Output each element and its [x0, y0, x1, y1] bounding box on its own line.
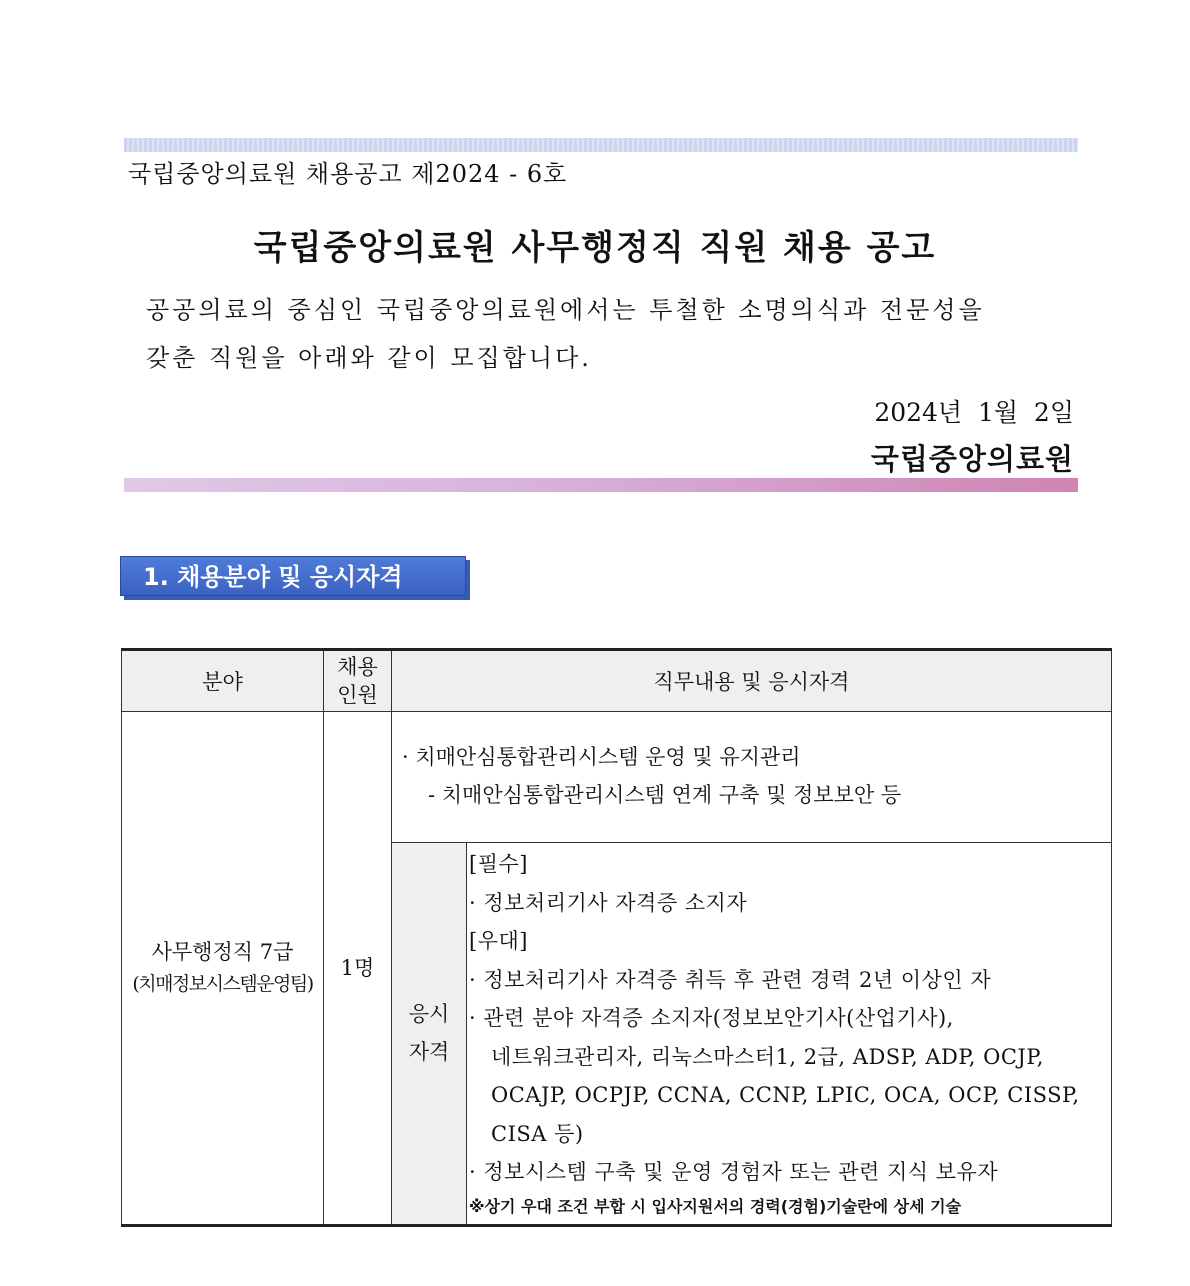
page-title: 국립중앙의료원 사무행정직 직원 채용 공고: [253, 228, 937, 268]
duty-cell: [392, 712, 1112, 843]
required-item: · 정보처리기사 자격증 소지자: [469, 890, 748, 915]
preferred-note: ※상기 우대 조건 부합 시 입사지원서의 경력(경험)기술란에 상세 기술: [469, 1196, 962, 1216]
qualification-label-line-2: 자격: [408, 1040, 450, 1065]
field-name: 사무행정직 7급: [151, 939, 294, 964]
header-headcount: [324, 650, 392, 712]
preferred-item-continued: 네트워크관리자, 리눅스마스터1, 2급, ADSP, ADP, OCJP,: [491, 1044, 1044, 1069]
recruitment-table: [121, 648, 1112, 1227]
intro-line-1: 공공의료의 중심인 국립중앙의료원에서는 투철한 소명의식과 전문성을: [146, 296, 985, 324]
organization-name: 국립중앙의료원: [870, 442, 1074, 476]
required-label: [필수]: [469, 852, 528, 876]
duty-main: · 치매안심통합관리시스템 운영 및 유지관리: [402, 745, 801, 769]
headcount-cell: 1명: [324, 712, 392, 1226]
qualification-cell: [467, 843, 1112, 1226]
header-duties: 직무내용 및 응시자격: [392, 650, 1112, 712]
footer-decorative-band: [124, 478, 1078, 492]
qualification-label-line-1: 응시: [408, 1002, 450, 1027]
field-cell: [122, 712, 324, 1226]
preferred-item: · 정보처리기사 자격증 취득 후 관련 경력 2년 이상인 자: [469, 967, 992, 992]
header-field: 분야: [122, 650, 324, 712]
preferred-item: · 관련 분야 자격증 소지자(정보보안기사(산업기사),: [469, 1006, 954, 1030]
preferred-item: · 정보시스템 구축 및 운영 경험자 또는 관련 지식 보유자: [469, 1160, 999, 1184]
table-header-row: [122, 650, 1112, 712]
duty-sub: - 치매안심통합관리시스템 연계 구축 및 정보보안 등: [428, 783, 902, 807]
field-team: (치매정보시스템운영팀): [132, 972, 313, 995]
table-row: [122, 712, 1112, 843]
notice-number: 국립중앙의료원 채용공고 제2024 - 6호: [128, 160, 568, 188]
preferred-item-continued: CISA 등): [491, 1121, 584, 1146]
notice-date: 2024년 1월 2일: [874, 398, 1074, 427]
intro-text: [146, 286, 1076, 382]
preferred-item-continued: OCAJP, OCPJP, CCNA, CCNP, LPIC, OCA, OCP, CISSP,: [491, 1083, 1080, 1107]
preferred-label: [우대]: [469, 929, 528, 953]
header-decorative-band: [124, 138, 1078, 152]
qualification-label-cell: [392, 843, 467, 1226]
intro-line-2: 갖춘 직원을 아래와 같이 모집합니다.: [146, 344, 592, 372]
section-title: 1. 채용분야 및 응시자격: [120, 556, 466, 596]
header-headcount-line-1: 채용: [337, 655, 378, 679]
header-headcount-line-2: 인원: [337, 683, 378, 707]
